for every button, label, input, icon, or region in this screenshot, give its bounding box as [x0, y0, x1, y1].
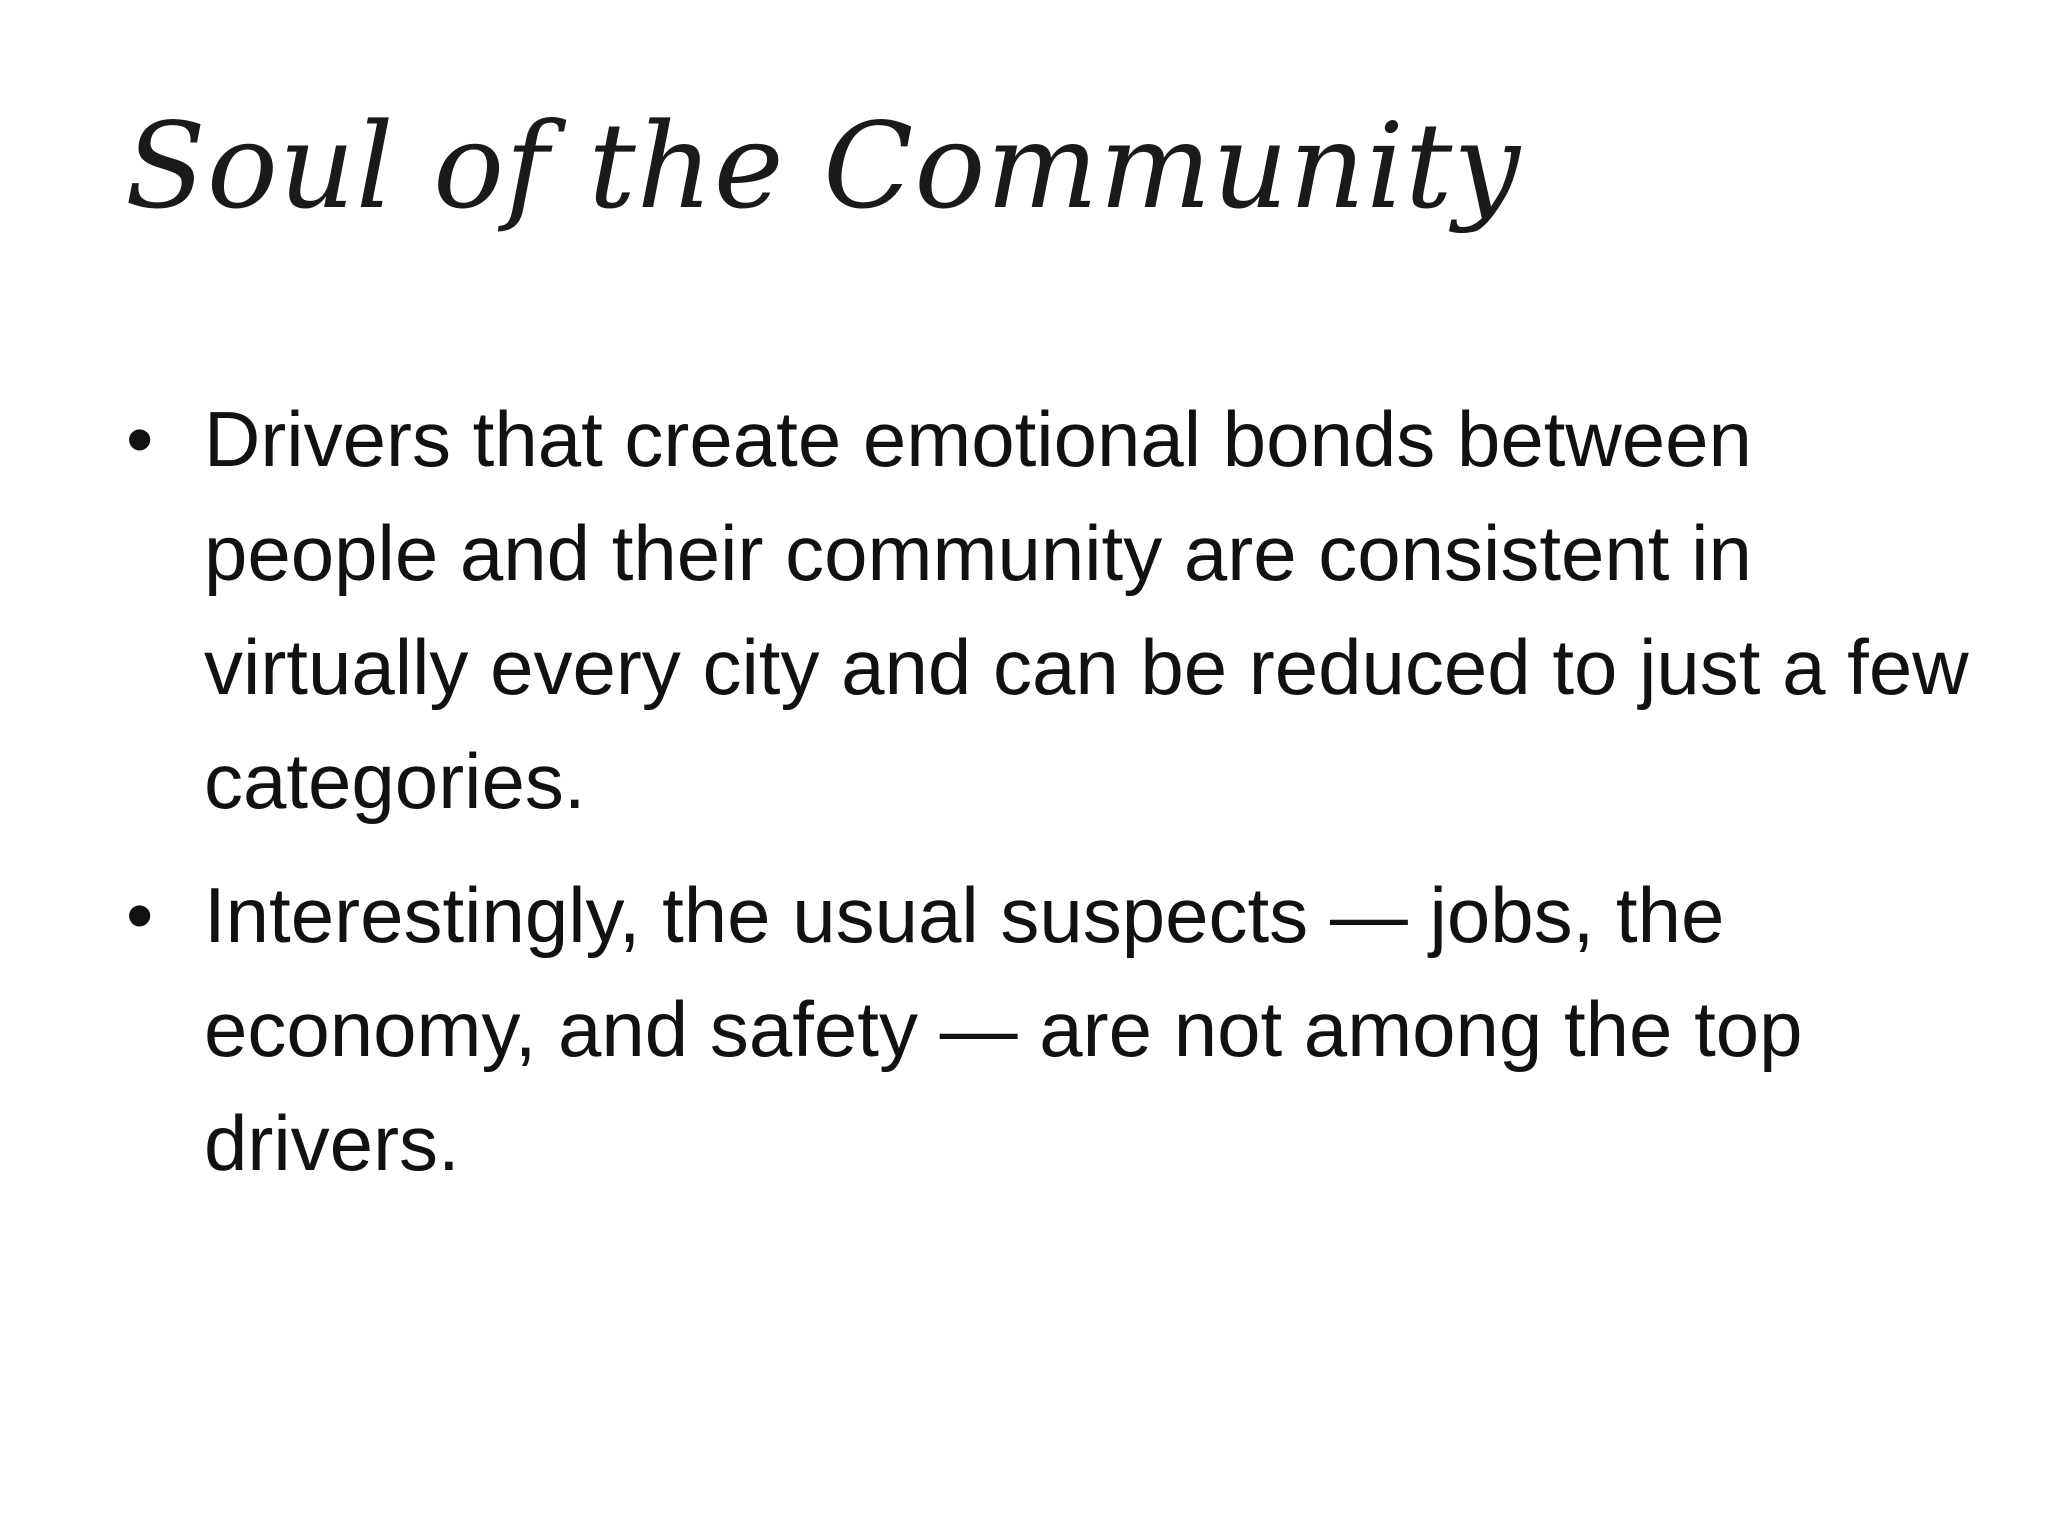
bullet-icon: • [126, 395, 154, 483]
bullet-item [120, 858, 1980, 1200]
bullet-text: Drivers that create emotional bonds between people and their community are consistent in virtually every city and can be reduced to just a few categories. [204, 395, 1969, 825]
bullet-list [120, 382, 1980, 1220]
slide-title: Soul of the Community [125, 97, 1522, 235]
bullet-text: Interestingly, the usual suspects — jobs, the economy, and safety — are not among the top drivers. [204, 871, 1803, 1187]
bullet-item [120, 382, 1980, 838]
bullet-icon: • [126, 871, 154, 959]
